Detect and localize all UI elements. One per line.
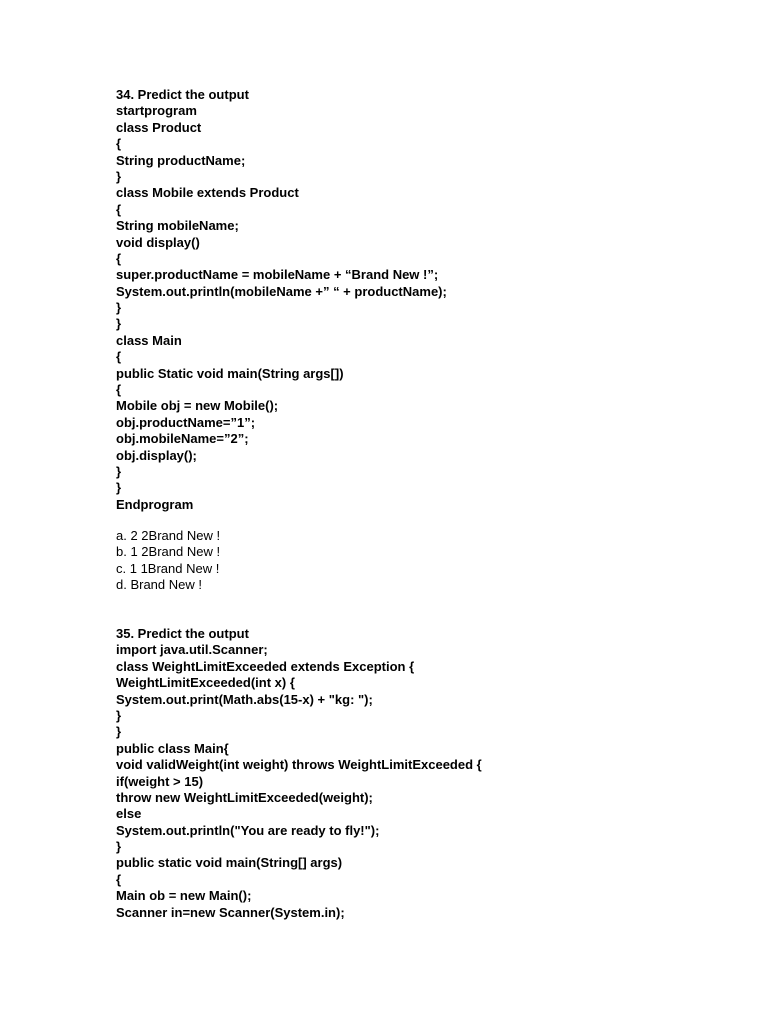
code-line: obj.mobileName=”2”;: [116, 431, 249, 447]
code-line: class WeightLimitExceeded extends Exception {: [116, 658, 415, 674]
code-line: {: [116, 871, 122, 887]
code-line: Endprogram: [116, 496, 194, 512]
code-line: {: [116, 201, 122, 217]
code-line: else: [116, 806, 142, 822]
code-line: {: [116, 136, 122, 152]
answer-option-a: a. 2 2Brand New !: [116, 528, 221, 543]
code-line: }: [116, 839, 122, 855]
answer-option-d: d. Brand New !: [116, 577, 202, 593]
code-line: System.out.println(mobileName +” “ + productName);: [116, 283, 447, 299]
code-line: public class Main{: [116, 740, 229, 756]
code-line: }: [116, 463, 122, 479]
code-line: String productName;: [116, 152, 246, 168]
answer-option-c: c. 1 1Brand New !: [116, 560, 220, 576]
question-34-code: [116, 87, 716, 513]
code-line: class Main: [116, 332, 182, 348]
code-line: obj.display();: [116, 447, 197, 463]
code-line: }: [116, 316, 122, 332]
question-34-title: 34. Predict the output: [116, 87, 249, 102]
code-line: class Mobile extends Product: [116, 185, 299, 201]
code-line: String mobileName;: [116, 218, 239, 234]
code-line: public static void main(String[] args): [116, 855, 343, 871]
code-line: void display(): [116, 234, 200, 250]
code-line: super.productName = mobileName + “Brand New !”;: [116, 267, 439, 283]
question-34-options: [116, 528, 716, 594]
code-line: Mobile obj = new Mobile();: [116, 398, 279, 414]
code-line: WeightLimitExceeded(int x) {: [116, 675, 295, 691]
code-line: class Product: [116, 119, 202, 135]
code-line: Scanner in=new Scanner(System.in);: [116, 904, 345, 920]
code-line: public Static void main(String args[]): [116, 365, 344, 381]
code-line: System.out.print(Math.abs(15-x) + "kg: ");: [116, 691, 373, 707]
code-line: System.out.println("You are ready to fly!");: [116, 822, 380, 838]
question-35-code: [116, 626, 716, 921]
code-line: Main ob = new Main();: [116, 888, 252, 904]
answer-option-b: b. 1 2Brand New !: [116, 544, 221, 560]
code-line: {: [116, 382, 122, 398]
code-line: if(weight > 15): [116, 773, 204, 789]
code-line: }: [116, 707, 122, 723]
code-line: {: [116, 250, 122, 266]
code-line: }: [116, 480, 122, 496]
question-35-title: 35. Predict the output: [116, 626, 249, 641]
code-line: startprogram: [116, 103, 197, 119]
code-line: import java.util.Scanner;: [116, 642, 268, 658]
code-line: throw new WeightLimitExceeded(weight);: [116, 789, 373, 805]
code-line: void validWeight(int weight) throws WeightLimitExceeded {: [116, 757, 482, 773]
code-line: }: [116, 300, 122, 316]
code-line: obj.productName=”1”;: [116, 414, 256, 430]
code-line: {: [116, 349, 122, 365]
code-line: }: [116, 724, 122, 740]
code-line: }: [116, 168, 122, 184]
